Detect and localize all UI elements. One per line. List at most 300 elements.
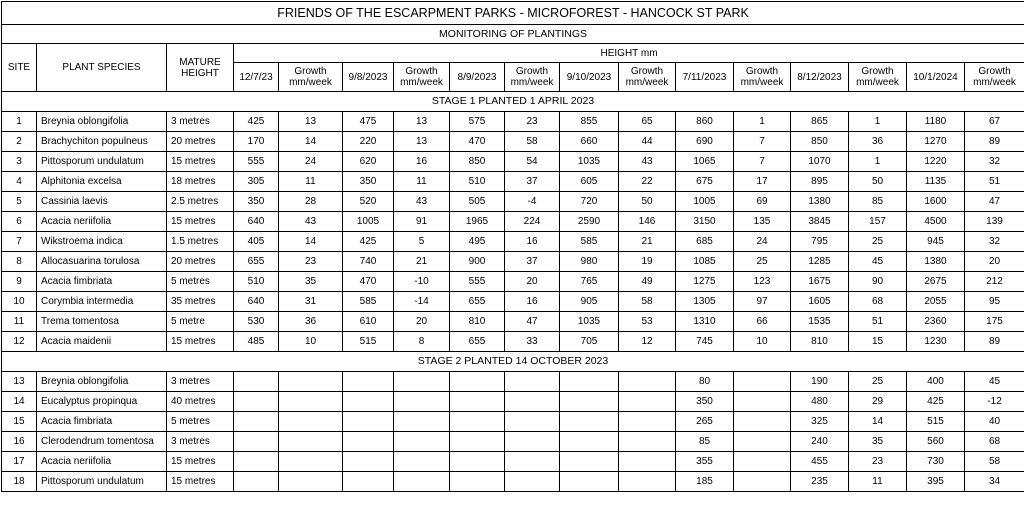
growth-cell: -14	[394, 292, 450, 312]
growth-cell	[394, 472, 450, 492]
species-cell: Corymbia intermedia	[37, 292, 167, 312]
mature-height-cell: 40 metres	[167, 392, 234, 412]
site-cell: 11	[2, 312, 37, 332]
growth-cell: 175	[965, 312, 1024, 332]
height-cell: 485	[234, 332, 279, 352]
height-cell: 350	[343, 172, 394, 192]
height-cell: 80	[676, 372, 734, 392]
date-header: 7/11/2023	[676, 63, 734, 92]
growth-cell	[505, 392, 560, 412]
height-cell: 1230	[907, 332, 965, 352]
species-cell: Acacia maidenii	[37, 332, 167, 352]
growth-cell	[394, 432, 450, 452]
growth-cell: 45	[965, 372, 1024, 392]
growth-cell	[619, 452, 676, 472]
site-cell: 14	[2, 392, 37, 412]
height-cell: 1275	[676, 272, 734, 292]
growth-cell: 11	[394, 172, 450, 192]
growth-cell: 69	[734, 192, 791, 212]
mature-height-cell: 2.5 metres	[167, 192, 234, 212]
growth-cell: 25	[849, 232, 907, 252]
height-cell: 620	[343, 152, 394, 172]
height-cell: 1180	[907, 112, 965, 132]
table-row	[2, 412, 1024, 432]
height-cell: 655	[450, 292, 505, 312]
growth-cell	[734, 452, 791, 472]
growth-cell: 37	[505, 172, 560, 192]
site-cell: 18	[2, 472, 37, 492]
growth-header: Growth mm/week	[619, 63, 676, 92]
height-cell	[343, 372, 394, 392]
height-cell: 675	[676, 172, 734, 192]
growth-cell: 66	[734, 312, 791, 332]
height-cell: 1070	[791, 152, 849, 172]
height-cell: 850	[450, 152, 505, 172]
growth-cell: 14	[279, 232, 343, 252]
height-cell: 1065	[676, 152, 734, 172]
growth-cell: 5	[394, 232, 450, 252]
date-header: 8/9/2023	[450, 63, 505, 92]
date-header: 9/8/2023	[343, 63, 394, 92]
height-cell	[343, 472, 394, 492]
site-cell: 9	[2, 272, 37, 292]
growth-cell: 11	[849, 472, 907, 492]
mature-height-cell: 1.5 metres	[167, 232, 234, 252]
height-cell: 240	[791, 432, 849, 452]
growth-cell: 35	[849, 432, 907, 452]
table-row	[2, 212, 1024, 232]
height-cell: 455	[791, 452, 849, 472]
table-row	[2, 152, 1024, 172]
growth-cell: 43	[394, 192, 450, 212]
height-cell: 1600	[907, 192, 965, 212]
growth-cell: 12	[619, 332, 676, 352]
height-cell: 325	[791, 412, 849, 432]
growth-cell: 146	[619, 212, 676, 232]
site-cell: 3	[2, 152, 37, 172]
growth-cell: 8	[394, 332, 450, 352]
growth-cell: 90	[849, 272, 907, 292]
height-cell: 510	[450, 172, 505, 192]
height-cell: 1675	[791, 272, 849, 292]
growth-cell: 35	[279, 272, 343, 292]
height-cell: 980	[560, 252, 619, 272]
height-cell: 395	[907, 472, 965, 492]
height-cell: 585	[560, 232, 619, 252]
table-subtitle: MONITORING OF PLANTINGS	[2, 25, 1024, 44]
growth-cell	[279, 452, 343, 472]
height-cell	[343, 412, 394, 432]
height-cell	[560, 452, 619, 472]
growth-cell: 45	[849, 252, 907, 272]
site-cell: 5	[2, 192, 37, 212]
growth-cell	[394, 412, 450, 432]
growth-header: Growth mm/week	[394, 63, 450, 92]
height-cell: 900	[450, 252, 505, 272]
growth-cell: 43	[619, 152, 676, 172]
height-cell: 4500	[907, 212, 965, 232]
growth-cell: 139	[965, 212, 1024, 232]
growth-cell: 22	[619, 172, 676, 192]
height-cell: 1380	[791, 192, 849, 212]
height-cell	[234, 452, 279, 472]
growth-cell: 15	[849, 332, 907, 352]
table-row	[2, 112, 1024, 132]
species-cell: Trema tomentosa	[37, 312, 167, 332]
growth-cell	[734, 472, 791, 492]
growth-cell: 24	[734, 232, 791, 252]
growth-cell	[394, 392, 450, 412]
height-cell: 350	[676, 392, 734, 412]
growth-cell: 13	[394, 112, 450, 132]
height-cell	[343, 432, 394, 452]
table-row	[2, 232, 1024, 252]
growth-cell	[279, 372, 343, 392]
growth-cell: 25	[734, 252, 791, 272]
growth-cell: 58	[965, 452, 1024, 472]
species-cell: Eucalyptus propinqua	[37, 392, 167, 412]
growth-cell: 10	[734, 332, 791, 352]
height-cell	[343, 392, 394, 412]
height-cell: 265	[676, 412, 734, 432]
height-cell: 1605	[791, 292, 849, 312]
height-cell	[234, 392, 279, 412]
height-cell: 2675	[907, 272, 965, 292]
height-cell: 1380	[907, 252, 965, 272]
growth-header: Growth mm/week	[965, 63, 1024, 92]
growth-cell: 36	[279, 312, 343, 332]
growth-cell	[505, 452, 560, 472]
growth-cell	[619, 392, 676, 412]
height-cell: 425	[234, 112, 279, 132]
height-cell: 510	[234, 272, 279, 292]
mature-height-cell: 15 metres	[167, 452, 234, 472]
height-cell: 425	[907, 392, 965, 412]
mature-height-header: MATURE HEIGHT	[167, 44, 234, 92]
height-cell: 865	[791, 112, 849, 132]
table-row	[2, 132, 1024, 152]
growth-cell: 28	[279, 192, 343, 212]
height-cell: 1005	[343, 212, 394, 232]
growth-cell	[619, 472, 676, 492]
mature-height-cell: 5 metre	[167, 312, 234, 332]
height-cell: 705	[560, 332, 619, 352]
mature-height-cell: 3 metres	[167, 112, 234, 132]
growth-cell: 29	[849, 392, 907, 412]
table-row	[2, 432, 1024, 452]
species-cell: Allocasuarina torulosa	[37, 252, 167, 272]
growth-cell: 91	[394, 212, 450, 232]
height-cell	[234, 412, 279, 432]
height-cell: 3845	[791, 212, 849, 232]
growth-cell: 14	[279, 132, 343, 152]
height-cell	[450, 452, 505, 472]
height-cell: 2590	[560, 212, 619, 232]
growth-cell: 67	[965, 112, 1024, 132]
site-cell: 7	[2, 232, 37, 252]
height-cell: 585	[343, 292, 394, 312]
date-header: 12/7/23	[234, 63, 279, 92]
growth-cell: 51	[965, 172, 1024, 192]
growth-cell: 13	[279, 112, 343, 132]
site-cell: 10	[2, 292, 37, 312]
growth-cell: 21	[619, 232, 676, 252]
growth-cell: 54	[505, 152, 560, 172]
mature-height-cell: 15 metres	[167, 152, 234, 172]
growth-cell	[279, 432, 343, 452]
species-cell: Brachychiton populneus	[37, 132, 167, 152]
growth-cell: 44	[619, 132, 676, 152]
table-row	[2, 472, 1024, 492]
growth-cell: 68	[849, 292, 907, 312]
table-row	[2, 392, 1024, 412]
site-cell: 4	[2, 172, 37, 192]
height-cell	[450, 412, 505, 432]
height-cell: 1305	[676, 292, 734, 312]
growth-cell: 123	[734, 272, 791, 292]
growth-cell: 14	[849, 412, 907, 432]
species-cell: Pittosporum undulatum	[37, 472, 167, 492]
site-cell: 2	[2, 132, 37, 152]
species-cell: Breynia oblongifolia	[37, 372, 167, 392]
height-cell: 1220	[907, 152, 965, 172]
height-cell: 425	[343, 232, 394, 252]
growth-cell: 20	[505, 272, 560, 292]
height-cell: 690	[676, 132, 734, 152]
growth-cell	[619, 412, 676, 432]
growth-cell: 89	[965, 332, 1024, 352]
growth-cell: -4	[505, 192, 560, 212]
growth-cell: 157	[849, 212, 907, 232]
height-cell: 235	[791, 472, 849, 492]
growth-cell: 1	[849, 152, 907, 172]
height-cell: 810	[791, 332, 849, 352]
growth-cell: 19	[619, 252, 676, 272]
height-cell	[343, 452, 394, 472]
growth-cell: 16	[505, 292, 560, 312]
site-header: SITE	[2, 44, 37, 92]
growth-cell: 58	[619, 292, 676, 312]
growth-header: Growth mm/week	[849, 63, 907, 92]
growth-cell: 47	[505, 312, 560, 332]
height-cell: 685	[676, 232, 734, 252]
growth-cell	[505, 372, 560, 392]
growth-cell: 32	[965, 152, 1024, 172]
height-cell	[560, 392, 619, 412]
height-cell: 2055	[907, 292, 965, 312]
growth-cell: 7	[734, 132, 791, 152]
site-cell: 12	[2, 332, 37, 352]
stage-label: STAGE 1 PLANTED 1 APRIL 2023	[2, 92, 1024, 112]
mature-height-cell: 35 metres	[167, 292, 234, 312]
species-cell: Acacia neriifolia	[37, 212, 167, 232]
height-cell: 355	[676, 452, 734, 472]
growth-cell: 16	[505, 232, 560, 252]
site-cell: 6	[2, 212, 37, 232]
growth-cell	[394, 372, 450, 392]
growth-cell: 16	[394, 152, 450, 172]
growth-cell	[505, 472, 560, 492]
height-cell: 1965	[450, 212, 505, 232]
height-cell: 730	[907, 452, 965, 472]
growth-cell: 13	[394, 132, 450, 152]
growth-cell: 65	[619, 112, 676, 132]
species-cell: Acacia neriifolia	[37, 452, 167, 472]
height-cell	[234, 472, 279, 492]
growth-cell: 23	[849, 452, 907, 472]
growth-header: Growth mm/week	[734, 63, 791, 92]
height-cell: 655	[450, 332, 505, 352]
height-cell: 405	[234, 232, 279, 252]
growth-header: Growth mm/week	[279, 63, 343, 92]
site-cell: 17	[2, 452, 37, 472]
table-row	[2, 332, 1024, 352]
growth-cell: 24	[279, 152, 343, 172]
growth-cell	[734, 392, 791, 412]
height-cell: 1285	[791, 252, 849, 272]
height-cell: 795	[791, 232, 849, 252]
height-cell: 1535	[791, 312, 849, 332]
growth-cell: 32	[965, 232, 1024, 252]
height-cell: 1310	[676, 312, 734, 332]
height-cell: 860	[676, 112, 734, 132]
height-cell: 220	[343, 132, 394, 152]
height-cell: 1035	[560, 312, 619, 332]
table-row	[2, 252, 1024, 272]
growth-cell: 33	[505, 332, 560, 352]
height-cell	[234, 372, 279, 392]
table-title: FRIENDS OF THE ESCARPMENT PARKS - MICROFOREST - HANCOCK ST PARK	[2, 2, 1024, 25]
height-cell: 170	[234, 132, 279, 152]
growth-cell: 20	[965, 252, 1024, 272]
mature-height-cell: 5 metres	[167, 272, 234, 292]
growth-cell: 23	[279, 252, 343, 272]
growth-cell: 58	[505, 132, 560, 152]
height-cell	[560, 472, 619, 492]
growth-cell: 7	[734, 152, 791, 172]
height-cell: 400	[907, 372, 965, 392]
height-cell: 555	[234, 152, 279, 172]
height-cell: 495	[450, 232, 505, 252]
height-cell: 1085	[676, 252, 734, 272]
height-cell: 555	[450, 272, 505, 292]
species-cell: Acacia fimbriata	[37, 272, 167, 292]
height-cell: 350	[234, 192, 279, 212]
growth-cell: 49	[619, 272, 676, 292]
growth-cell: 97	[734, 292, 791, 312]
height-cell: 640	[234, 292, 279, 312]
growth-cell: 10	[279, 332, 343, 352]
growth-cell: 31	[279, 292, 343, 312]
height-cell: 520	[343, 192, 394, 212]
growth-cell: 20	[394, 312, 450, 332]
table-row	[2, 272, 1024, 292]
growth-cell: 68	[965, 432, 1024, 452]
height-cell: 895	[791, 172, 849, 192]
table-row	[2, 292, 1024, 312]
site-cell: 1	[2, 112, 37, 132]
height-cell: 475	[343, 112, 394, 132]
growth-cell	[505, 412, 560, 432]
height-header: HEIGHT mm	[234, 44, 1024, 63]
growth-cell: 212	[965, 272, 1024, 292]
height-cell: 515	[907, 412, 965, 432]
mature-height-cell: 15 metres	[167, 332, 234, 352]
height-cell	[450, 372, 505, 392]
height-cell: 85	[676, 432, 734, 452]
height-cell: 740	[343, 252, 394, 272]
mature-height-cell: 15 metres	[167, 472, 234, 492]
date-header: 10/1/2024	[907, 63, 965, 92]
height-cell	[560, 412, 619, 432]
height-cell: 905	[560, 292, 619, 312]
growth-header: Growth mm/week	[505, 63, 560, 92]
height-cell: 470	[450, 132, 505, 152]
height-cell: 1135	[907, 172, 965, 192]
height-cell: 1035	[560, 152, 619, 172]
growth-cell	[505, 432, 560, 452]
date-header: 8/12/2023	[791, 63, 849, 92]
growth-cell: 43	[279, 212, 343, 232]
growth-cell: 17	[734, 172, 791, 192]
height-cell: 605	[560, 172, 619, 192]
height-cell: 560	[907, 432, 965, 452]
growth-cell: 85	[849, 192, 907, 212]
height-cell	[560, 372, 619, 392]
height-cell: 720	[560, 192, 619, 212]
growth-cell	[734, 432, 791, 452]
height-cell: 745	[676, 332, 734, 352]
growth-cell	[734, 412, 791, 432]
monitoring-table	[1, 1, 1024, 492]
mature-height-cell: 20 metres	[167, 252, 234, 272]
table-row	[2, 172, 1024, 192]
species-cell: Breynia oblongifolia	[37, 112, 167, 132]
growth-cell: 37	[505, 252, 560, 272]
species-cell: Pittosporum undulatum	[37, 152, 167, 172]
growth-cell: 21	[394, 252, 450, 272]
growth-cell: 135	[734, 212, 791, 232]
growth-cell: 47	[965, 192, 1024, 212]
height-cell: 1270	[907, 132, 965, 152]
site-cell: 8	[2, 252, 37, 272]
growth-cell: -12	[965, 392, 1024, 412]
height-cell: 945	[907, 232, 965, 252]
height-cell	[234, 432, 279, 452]
growth-cell: 40	[965, 412, 1024, 432]
growth-cell	[619, 372, 676, 392]
table-row	[2, 192, 1024, 212]
growth-cell: 224	[505, 212, 560, 232]
height-cell: 2360	[907, 312, 965, 332]
growth-cell: 34	[965, 472, 1024, 492]
table-row	[2, 372, 1024, 392]
date-header: 9/10/2023	[560, 63, 619, 92]
growth-cell: 50	[619, 192, 676, 212]
height-cell: 480	[791, 392, 849, 412]
height-cell	[560, 432, 619, 452]
growth-cell	[619, 432, 676, 452]
growth-cell: 95	[965, 292, 1024, 312]
height-cell: 660	[560, 132, 619, 152]
growth-cell: -10	[394, 272, 450, 292]
mature-height-cell: 3 metres	[167, 432, 234, 452]
growth-cell: 11	[279, 172, 343, 192]
height-cell: 470	[343, 272, 394, 292]
height-cell: 505	[450, 192, 505, 212]
height-cell: 765	[560, 272, 619, 292]
height-cell	[450, 392, 505, 412]
